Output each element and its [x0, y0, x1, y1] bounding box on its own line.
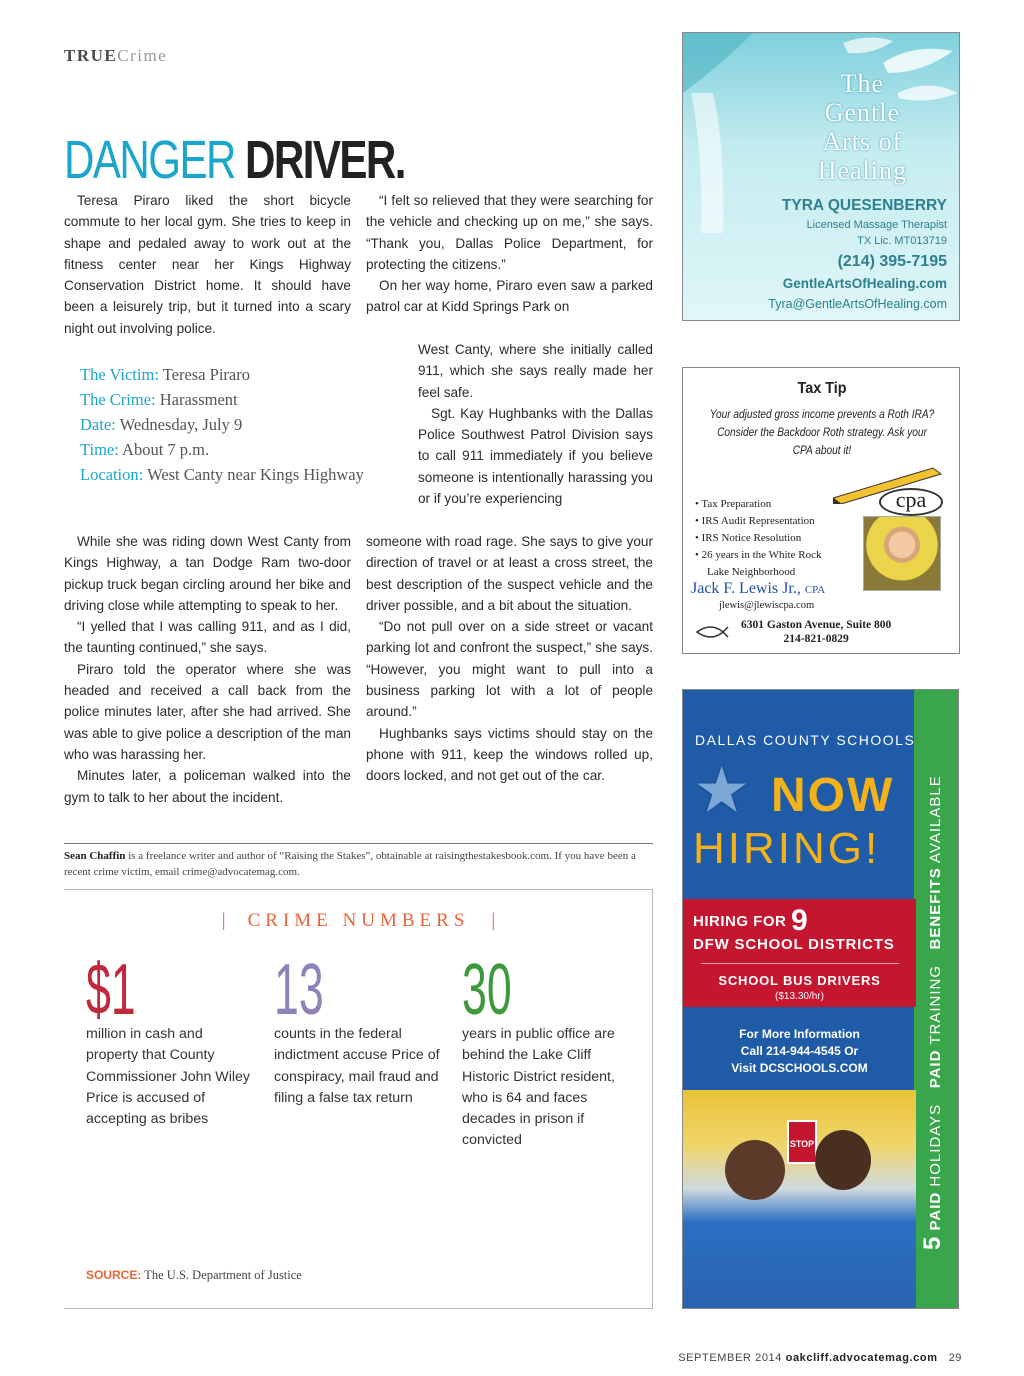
- paragraph: someone with road rage. She says to give your direction of travel or at least a cross street, the best description of the suspect vehicle and the driver possible, and a bit about the situation.: [366, 534, 653, 613]
- stat-number-3: 30: [462, 950, 512, 1030]
- ad-healing-title: The Gentle Arts of Healing: [817, 69, 907, 185]
- paragraph: “I yelled that I was calling 911, and as I did, the taunting continued,” she says.: [64, 619, 351, 656]
- ad-schools-benefits: 5 PAID HOLIDAYS PAID TRAINING BENEFITS AVAILABLE: [919, 775, 946, 1250]
- divider: [701, 963, 899, 964]
- paragraph: “Do not pull over on a side street or vacant parking lot and confront the suspect,” she says. “However, you might want to pull into a business parking lot with a lot of people around.”: [366, 619, 653, 720]
- ad-healing-role: Licensed Massage Therapist: [806, 219, 947, 231]
- list-item: • Tax Preparation: [695, 498, 772, 510]
- ad-cpa-email[interactable]: jlewis@jlewiscpa.com: [719, 600, 815, 611]
- paragraph: Piraro told the operator where she was headed and received a call back from the police minutes later, after she had arrived. She was able to give police a description of the man who was harassing her.: [64, 661, 351, 762]
- list-item: Lake Neighborhood: [707, 566, 796, 578]
- stat-number-2: 13: [274, 950, 324, 1030]
- list-item: • 26 years in the White Rock: [695, 549, 822, 561]
- person-silhouette: [815, 1130, 871, 1190]
- ad-dallas-county-schools[interactable]: [682, 689, 959, 1309]
- incident-facts: [80, 362, 364, 487]
- ad-schools-pay: ($13.30/hr): [775, 991, 824, 1002]
- paragraph: Hughbanks says victims should stay on the phone with 911, keep the windows rolled up, doors locked, and not get out of the car.: [366, 725, 653, 784]
- ad-cpa-title: Tax Tip: [797, 380, 847, 397]
- paragraph: Sgt. Kay Hughbanks with the Dallas Police Southwest Patrol Division says to call 911 immediately if you believe someone is intentionally harassing you or if you’re experiencing: [418, 405, 653, 507]
- byline: Sean Chaffin is a freelance writer and author of “Raising the Stakes”, obtainable at raisingthestakesbook.com. If you have been a recent crime victim, email crime@advocatemag.com.: [64, 850, 636, 878]
- ad-healing-name: TYRA QUESENBERRY: [781, 197, 947, 214]
- ad-cpa-address: 6301 Gaston Avenue, Suite 800 214-821-0829: [741, 619, 892, 645]
- paragraph: On her way home, Piraro even saw a parked patrol car at Kidd Springs Park on: [366, 278, 653, 315]
- crime-numbers-title: | CRIME NUMBERS |: [221, 910, 496, 931]
- fact-location: Location: West Canty near Kings Highway: [80, 465, 364, 484]
- ad-healing-license: TX Lic. MT013719: [857, 235, 947, 247]
- page-footer: SEPTEMBER 2014 oakcliff.advocatemag.com 29: [678, 1352, 962, 1364]
- stop-sign: STOP: [787, 1120, 817, 1164]
- stat-number-1: $1: [86, 950, 136, 1030]
- article-col2-narrow: [418, 339, 653, 509]
- ad-cpa[interactable]: [682, 367, 960, 654]
- article-col1-bottom: [64, 531, 351, 808]
- star-icon: ★: [693, 754, 751, 826]
- ad-schools-org: DALLAS COUNTY SCHOOLS: [695, 732, 916, 748]
- ad-schools-now: NOW: [771, 769, 895, 822]
- stat-description-3: years in public office are behind the Lake Cliff Historic District resident, who is 64 and faces decades in prison if convicted: [462, 1026, 615, 1149]
- article-col2-bottom: [366, 531, 653, 787]
- page-number: 29: [948, 1352, 962, 1364]
- paragraph: While she was riding down West Canty from Kings Highway, a tan Dodge Ram two-door pickup truck began circling around her bike and driving close while attempting to speak to her.: [64, 534, 351, 613]
- ad-cpa-tip: Your adjusted gross income prevents a Roth IRA? Consider the Backdoor Roth strategy. Ask your CPA about it!: [709, 409, 935, 457]
- fact-time: Time: About 7 p.m.: [80, 440, 210, 459]
- author-name: Sean Chaffin: [64, 850, 126, 862]
- headline-part2: DRIVER.: [244, 130, 405, 190]
- ad-cpa-name: Jack F. Lewis Jr., CPA: [691, 580, 826, 597]
- paragraph: “I felt so relieved that they were searching for the vehicle and checking up on me,” she says. “Thank you, Dallas Police Department, for protecting the citizens.”: [366, 193, 653, 272]
- ad-schools-info[interactable]: For More Information Call 214-944-4545 Or Visit DCSCHOOLS.COM: [731, 1027, 868, 1075]
- ad-schools-position: SCHOOL BUS DRIVERS: [718, 973, 881, 988]
- ad-gentle-arts-of-healing[interactable]: [682, 32, 960, 321]
- fact-crime: The Crime: Harassment: [80, 390, 238, 409]
- paragraph: Teresa Piraro liked the short bicycle commute to her local gym. She tries to keep in shape and pedaled away to work out at the fitness center near her Kings Highway Conservation District home. It should have been a leisurely trip, but it turned into a scary night out involving police.: [64, 193, 351, 336]
- ad-schools-hiring-for: HIRING FOR 9: [693, 904, 809, 937]
- article-col2-top: [366, 190, 653, 318]
- headline: [64, 130, 405, 190]
- list-item: • IRS Audit Representation: [695, 515, 815, 527]
- article-col1-top: [64, 190, 351, 339]
- headline-part1: DANGER: [64, 130, 235, 190]
- ad-schools-districts: DFW SCHOOL DISTRICTS: [693, 936, 895, 953]
- ad-healing-website[interactable]: GentleArtsOfHealing.com: [782, 276, 947, 291]
- ad-healing-email[interactable]: Tyra@GentleArtsOfHealing.com: [768, 297, 947, 311]
- ad-healing-phone[interactable]: (214) 395-7195: [837, 253, 947, 270]
- stat-description-1: million in cash and property that County Commissioner John Wiley Price is accused of accepting as bribes: [86, 1026, 250, 1128]
- list-item: • IRS Notice Resolution: [695, 532, 802, 544]
- cpa-logo: cpa: [879, 488, 943, 516]
- paragraph: Minutes later, a policeman walked into the gym to talk to her about the incident.: [64, 768, 351, 805]
- ad-cpa-services: [695, 496, 821, 581]
- paragraph: West Canty, where she initially called 911, which she says really made her feel safe.: [418, 342, 653, 400]
- person-silhouette: [725, 1140, 785, 1200]
- fish-icon: [695, 624, 729, 640]
- ad-schools-hiring: HIRING!: [693, 824, 881, 873]
- section-label: TRUECrime: [64, 46, 168, 65]
- stat-description-2: counts in the federal indictment accuse Price of conspiracy, mail fraud and filing a false tax return: [274, 1026, 440, 1106]
- byline-divider: [64, 843, 653, 844]
- fact-date: Date: Wednesday, July 9: [80, 415, 243, 434]
- footer-site[interactable]: oakcliff.advocatemag.com: [785, 1352, 938, 1364]
- fact-victim: The Victim: Teresa Piraro: [80, 365, 250, 384]
- cpa-photo: [863, 516, 941, 591]
- crime-numbers-source: SOURCE: The U.S. Department of Justice: [86, 1268, 302, 1282]
